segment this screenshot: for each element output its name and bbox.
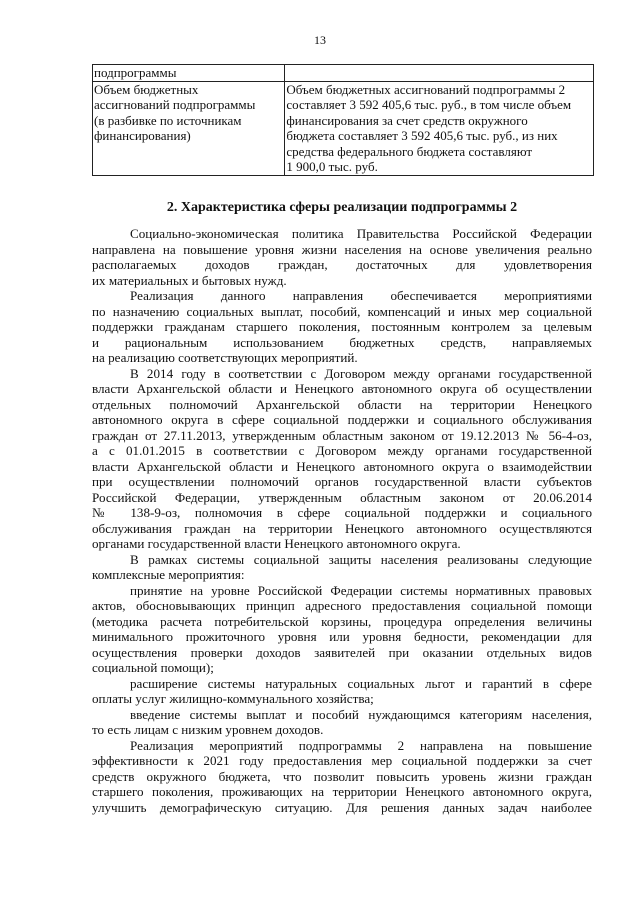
paragraph-line: минимального прожиточного уровня или уровня бедности, рекомендации для [92, 629, 592, 644]
table-cell-line: бюджета составляет 3 592 405,6 тыс. руб., из них [286, 128, 558, 143]
table-cell-left [93, 65, 285, 82]
table-row [93, 81, 594, 175]
table-row [93, 65, 594, 82]
paragraph-line: власти Архангельской области и Ненецкого автономного округа об осуществлении [92, 381, 592, 396]
paragraph-line: их материальных и бытовых нужд. [92, 272, 287, 288]
paragraph-line: социальной помощи); [92, 660, 214, 675]
paragraph-line: актов, обосновывающих принцип адресного предоставления социальной помощи [92, 598, 592, 613]
paragraph-line: комплексные мероприятия: [92, 567, 245, 582]
table-cell-line: финансирования) [94, 128, 191, 143]
table-cell-right [285, 65, 594, 82]
page-number: 13 [314, 33, 326, 47]
paragraph-line: то есть лицам с низким уровнем доходов. [92, 722, 324, 737]
table-cell-line: составляет 3 592 405,6 тыс. руб., в том числе объем [286, 97, 572, 112]
paragraph-line: осуществления проверки доходов заявителей при оказании отдельных видов [92, 644, 592, 660]
paragraph-line: автономного округа в сфере социальной поддержки и социального обслуживания [92, 412, 592, 427]
paragraph-line: принятие на уровне Российской Федерации системы нормативных правовых [130, 582, 592, 598]
paragraph-line: и рациональным использованием бюджетных средств, направляемых [92, 334, 592, 350]
paragraph-line: В рамках системы социальной защиты населения реализованы следующие [130, 551, 592, 567]
paragraph-line: располагаемых доходов граждан, достаточных для удовлетворения [92, 257, 592, 272]
paragraph-line: отдельных полномочий Архангельской области на территории Ненецкого [92, 396, 592, 412]
body-text [92, 226, 592, 815]
paragraph [92, 552, 592, 583]
paragraph-line: поддержки гражданам старшего поколения, постоянным контролем за целевым [92, 319, 592, 334]
paragraph-line: старшего поколения, проживающих на территории Ненецкого автономного округа, [92, 784, 592, 799]
paragraph-line: направлена на повышение уровня жизни населения на основе увеличения реально [92, 241, 592, 257]
paragraph [92, 676, 592, 707]
table-cell-line: Объем бюджетных [94, 81, 199, 97]
table-cell-line: 1 900,0 тыс. руб. [286, 159, 378, 174]
paragraph [92, 707, 592, 738]
section-title: 2. Характеристика сферы реализации подпрограммы 2 [166, 200, 518, 215]
paragraph-line: расширение системы натуральных социальных льгот и гарантий в сфере [130, 675, 592, 691]
paragraph-line: Российской Федерации, утвержденным областным законом от 20.06.2014 [92, 489, 592, 505]
paragraph [92, 738, 592, 816]
table-cell-line: финансирования за счет средств окружного [286, 112, 528, 128]
paragraph-line: власти Архангельской области и Ненецкого автономного округа о взаимодействии [92, 458, 592, 474]
paragraph [92, 366, 592, 552]
paragraph-line: обслуживания граждан на территории Ненецкого автономного осуществляются [92, 520, 592, 536]
paragraph-line: Реализация данного направления обеспечивается мероприятиями [130, 288, 592, 303]
paragraph-line: оплаты услуг жилищно-коммунального хозяйства; [92, 691, 374, 706]
table-cell-right [285, 81, 594, 175]
table-cell-left [93, 81, 285, 175]
paragraph-line: введение системы выплат и пособий нуждающимся категориям населения, [130, 706, 592, 722]
paragraph-line: средств окружного бюджета, что позволит повысить уровень жизни граждан [92, 768, 592, 784]
paragraph-line: органами государственной власти Ненецкого автономного округа. [92, 536, 461, 551]
table-cell-line: (в разбивке по источникам [94, 112, 242, 128]
table-cell-line: Объем бюджетных ассигнований подпрограммы 2 [286, 81, 566, 97]
paragraph [92, 288, 592, 366]
paragraph-line: эффективности к 2021 году предоставления мер социальной поддержки за счет [92, 753, 592, 768]
paragraph [92, 226, 592, 288]
paragraph [92, 583, 592, 676]
paragraph-line: Реализация мероприятий подпрограммы 2 направлена на повышение [130, 737, 592, 753]
paragraph-line: а с 01.01.2015 в соответствии с Договором между органами государственной [92, 443, 592, 458]
table-cell-line: подпрограммы [94, 65, 177, 80]
table-cell-line: ассигнований подпрограммы [94, 97, 256, 112]
paragraph-line: по назначению социальных выплат, пособий, компенсаций и иных мер социальной [92, 303, 592, 319]
paragraph-line: В 2014 году в соответствии с Договором между органами государственной [130, 365, 592, 381]
paragraph-line: при осуществлении полномочий органов государственной власти субъектов [92, 474, 592, 489]
passport-table [92, 64, 594, 176]
paragraph-line: № 138-9-оз, полномочия в сфере социальной поддержки и социального [92, 505, 592, 520]
paragraph-line: (методика расчета потребительской корзины, процедура определения величины [92, 613, 592, 629]
paragraph-line: на реализацию соответствующих мероприятий. [92, 350, 358, 365]
paragraph-line: Социально-экономическая политика Правительства Российской Федерации [130, 226, 592, 241]
paragraph-line: граждан от 27.11.2013, утвержденным областным законом от 19.12.2013 № 56-4-оз, [92, 427, 592, 443]
table-cell-line: средства федерального бюджета составляют [286, 143, 533, 159]
paragraph-line: улучшить демографическую ситуацию. Для решения данных задач наиболее [92, 799, 592, 815]
